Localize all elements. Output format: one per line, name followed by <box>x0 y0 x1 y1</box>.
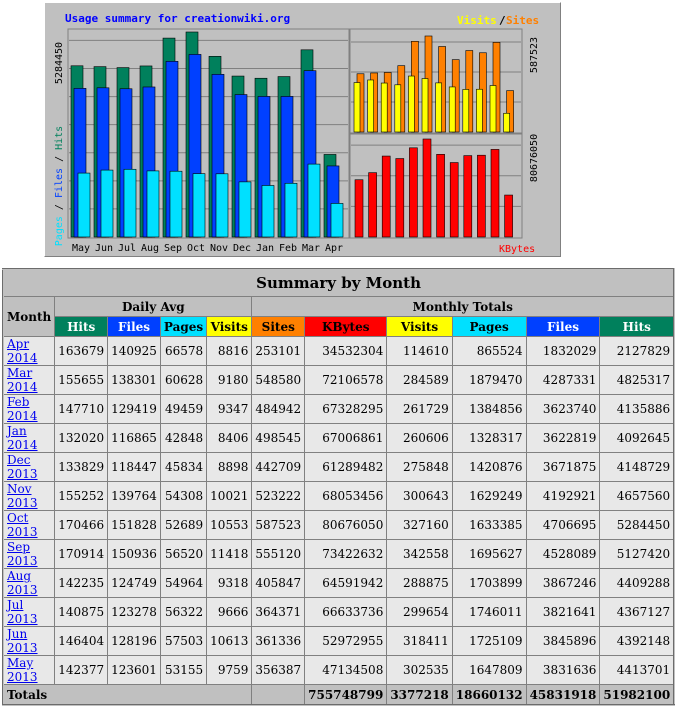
month-link[interactable]: Jun 2013 <box>7 627 38 655</box>
axis-label-segment: Pages <box>54 216 65 247</box>
pages-cell: 1420876 <box>452 453 526 482</box>
d-visits-cell: 9666 <box>207 598 252 627</box>
files-cell: 4528089 <box>526 540 600 569</box>
month-label: Feb <box>278 243 298 254</box>
d-hits-cell: 142235 <box>55 569 108 598</box>
pages-bar <box>262 185 274 237</box>
totals-label: Totals <box>3 685 252 706</box>
totals-row <box>3 685 674 706</box>
totals-hits: 51982100 <box>600 685 674 706</box>
month-column-header: Month <box>3 297 55 337</box>
visits-bar <box>449 87 455 132</box>
month-cell <box>3 598 55 627</box>
hits-cell: 4135886 <box>600 395 674 424</box>
visits-cell: 114610 <box>387 337 452 366</box>
d-hits-cell: 155252 <box>55 482 108 511</box>
month-cell <box>3 395 55 424</box>
pages-cell: 1633385 <box>452 511 526 540</box>
table-row <box>3 627 674 656</box>
month-cell <box>3 453 55 482</box>
hits-cell: 4657560 <box>600 482 674 511</box>
d-files-cell: 118447 <box>108 453 161 482</box>
month-link[interactable]: Apr 2014 <box>7 337 38 365</box>
d-pages-cell: 54308 <box>160 482 206 511</box>
month-link[interactable]: Mar 2014 <box>7 366 38 394</box>
table-title: Summary by Month <box>3 269 674 297</box>
month-label: Apr <box>324 243 344 254</box>
kbytes-bar <box>409 148 417 237</box>
table-row <box>3 482 674 511</box>
files-cell: 4706695 <box>526 511 600 540</box>
month-link[interactable]: Sep 2013 <box>7 540 38 568</box>
daily-pages-header: Pages <box>160 317 206 337</box>
kbytes-bar <box>437 154 445 237</box>
kbytes-bar <box>355 180 363 237</box>
d-files-cell: 140925 <box>108 337 161 366</box>
visits-cell: 275848 <box>387 453 452 482</box>
kbytes-cell: 66633736 <box>305 598 387 627</box>
hits-cell: 4409288 <box>600 569 674 598</box>
legend-sites: Sites <box>506 14 540 27</box>
totals-visits: 3377218 <box>387 685 452 706</box>
month-label: May <box>71 243 91 254</box>
pages-bar <box>285 183 297 237</box>
d-visits-cell: 9318 <box>207 569 252 598</box>
visits-bar <box>490 85 496 132</box>
pages-bar <box>78 173 90 237</box>
d-pages-cell: 56322 <box>160 598 206 627</box>
daily-files-header: Files <box>108 317 161 337</box>
sites-cell: 442709 <box>252 453 305 482</box>
month-cell <box>3 424 55 453</box>
month-cell <box>3 569 55 598</box>
pages-bar <box>147 171 159 237</box>
hits-cell: 4148729 <box>600 453 674 482</box>
visits-bar <box>354 83 360 132</box>
bottom-right-axis-max-label: 80676050 <box>529 133 540 183</box>
month-label: Dec <box>232 243 252 254</box>
d-hits-cell: 155655 <box>55 366 108 395</box>
kbytes-cell: 67006861 <box>305 424 387 453</box>
usage-graph-canvas <box>45 3 560 256</box>
table-row <box>3 598 674 627</box>
sites-cell: 587523 <box>252 511 305 540</box>
axis-label-segment: / <box>54 198 65 217</box>
kbytes-cell: 73422632 <box>305 540 387 569</box>
kbytes-cell: 68053456 <box>305 482 387 511</box>
d-visits-cell: 8816 <box>207 337 252 366</box>
pages-cell: 1629249 <box>452 482 526 511</box>
month-label: Oct <box>186 243 206 254</box>
d-visits-cell: 8406 <box>207 424 252 453</box>
visits-bar <box>368 80 374 132</box>
daily-hits-header: Hits <box>55 317 108 337</box>
sites-cell: 356387 <box>252 656 305 685</box>
table-row <box>3 395 674 424</box>
pages-bar <box>331 203 343 237</box>
d-visits-cell: 8898 <box>207 453 252 482</box>
files-cell: 4287331 <box>526 366 600 395</box>
visits-bar <box>436 83 442 132</box>
table-row <box>3 366 674 395</box>
summary-by-month-table <box>2 268 675 706</box>
month-cell <box>3 656 55 685</box>
axis-label-segment: Hits <box>54 125 65 150</box>
visits-cell: 260606 <box>387 424 452 453</box>
daily-avg-header: Daily Avg <box>55 297 252 317</box>
pages-bar <box>216 174 228 237</box>
monthly-pages-header: Pages <box>452 317 526 337</box>
visits-bar <box>408 76 414 132</box>
d-files-cell: 139764 <box>108 482 161 511</box>
kbytes-bar <box>450 163 458 237</box>
monthly-totals-header: Monthly Totals <box>252 297 674 317</box>
pages-cell: 1879470 <box>452 366 526 395</box>
visits-bar <box>463 89 469 132</box>
kbytes-cell: 67328295 <box>305 395 387 424</box>
hits-cell: 4413701 <box>600 656 674 685</box>
daily-visits-header: Visits <box>207 317 252 337</box>
visits-bar <box>381 83 387 132</box>
d-visits-cell: 9347 <box>207 395 252 424</box>
kbytes-cell: 72106578 <box>305 366 387 395</box>
d-visits-cell: 11418 <box>207 540 252 569</box>
d-hits-cell: 133829 <box>55 453 108 482</box>
d-visits-cell: 10613 <box>207 627 252 656</box>
files-cell: 4192921 <box>526 482 600 511</box>
table-row <box>3 656 674 685</box>
d-pages-cell: 45834 <box>160 453 206 482</box>
visits-cell: 284589 <box>387 366 452 395</box>
d-visits-cell: 10021 <box>207 482 252 511</box>
kbytes-bar <box>505 195 513 237</box>
hits-cell: 4367127 <box>600 598 674 627</box>
hits-cell: 4392148 <box>600 627 674 656</box>
files-cell: 3831636 <box>526 656 600 685</box>
pages-cell: 1328317 <box>452 424 526 453</box>
d-hits-cell: 163679 <box>55 337 108 366</box>
month-label: Jun <box>94 243 114 254</box>
usage-graph <box>44 2 561 257</box>
kbytes-bar <box>491 149 499 237</box>
visits-cell: 318411 <box>387 627 452 656</box>
files-cell: 3845896 <box>526 627 600 656</box>
month-cell <box>3 627 55 656</box>
totals-kbytes: 755748799 <box>305 685 387 706</box>
d-hits-cell: 147710 <box>55 395 108 424</box>
d-files-cell: 129419 <box>108 395 161 424</box>
d-pages-cell: 57503 <box>160 627 206 656</box>
month-label: Jan <box>255 243 275 254</box>
pages-cell: 1703899 <box>452 569 526 598</box>
legend-slash: / <box>499 14 506 27</box>
monthly-files-header: Files <box>526 317 600 337</box>
month-cell <box>3 482 55 511</box>
hits-cell: 4092645 <box>600 424 674 453</box>
month-cell <box>3 337 55 366</box>
visits-cell: 299654 <box>387 598 452 627</box>
month-link[interactable]: Feb 2014 <box>7 395 38 423</box>
d-pages-cell: 66578 <box>160 337 206 366</box>
files-cell: 3623740 <box>526 395 600 424</box>
files-cell: 3821641 <box>526 598 600 627</box>
kbytes-legend-label: KBytes <box>499 244 536 255</box>
d-files-cell: 151828 <box>108 511 161 540</box>
pages-cell: 865524 <box>452 337 526 366</box>
pages-bar <box>101 170 113 237</box>
sites-cell: 523222 <box>252 482 305 511</box>
d-hits-cell: 170466 <box>55 511 108 540</box>
month-link[interactable]: Nov 2013 <box>7 482 38 510</box>
visits-bar <box>476 89 482 132</box>
axis-label-segment: Files <box>54 167 65 199</box>
kbytes-bar <box>396 159 404 237</box>
kbytes-cell: 52972955 <box>305 627 387 656</box>
pages-cell: 1746011 <box>452 598 526 627</box>
kbytes-cell: 34532304 <box>305 337 387 366</box>
sites-cell: 364371 <box>252 598 305 627</box>
table-row <box>3 569 674 598</box>
sites-cell: 498545 <box>252 424 305 453</box>
monthly-hits-header: Hits <box>600 317 674 337</box>
sites-cell: 548580 <box>252 366 305 395</box>
monthly-kbytes-header: KBytes <box>305 317 387 337</box>
kbytes-cell: 64591942 <box>305 569 387 598</box>
visits-cell: 302535 <box>387 656 452 685</box>
d-hits-cell: 132020 <box>55 424 108 453</box>
d-hits-cell: 142377 <box>55 656 108 685</box>
sites-cell: 405847 <box>252 569 305 598</box>
totals-files: 45831918 <box>526 685 600 706</box>
table-row <box>3 511 674 540</box>
table-row <box>3 424 674 453</box>
month-cell <box>3 511 55 540</box>
kbytes-cell: 80676050 <box>305 511 387 540</box>
d-hits-cell: 170914 <box>55 540 108 569</box>
d-hits-cell: 146404 <box>55 627 108 656</box>
d-pages-cell: 42848 <box>160 424 206 453</box>
hits-cell: 5284450 <box>600 511 674 540</box>
totals-pages: 18660132 <box>452 685 526 706</box>
d-hits-cell: 140875 <box>55 598 108 627</box>
visits-bar <box>422 79 428 132</box>
pages-cell: 1725109 <box>452 627 526 656</box>
month-link[interactable]: Oct 2013 <box>7 511 38 539</box>
files-cell: 1832029 <box>526 337 600 366</box>
table-row <box>3 453 674 482</box>
kbytes-cell: 61289482 <box>305 453 387 482</box>
visits-bar <box>504 113 510 132</box>
table-row <box>3 337 674 366</box>
d-visits-cell: 9180 <box>207 366 252 395</box>
sites-cell: 484942 <box>252 395 305 424</box>
visits-cell: 300643 <box>387 482 452 511</box>
visits-bar <box>395 85 401 132</box>
pages-bar <box>124 169 136 237</box>
d-files-cell: 150936 <box>108 540 161 569</box>
graph-title: Usage summary for creationwiki.org <box>65 12 291 25</box>
axis-label-segment: / <box>54 149 65 168</box>
hits-cell: 4825317 <box>600 366 674 395</box>
d-pages-cell: 49459 <box>160 395 206 424</box>
sites-cell: 555120 <box>252 540 305 569</box>
monthly-sites-header: Sites <box>252 317 305 337</box>
top-right-axis-max-label: 587523 <box>529 36 540 74</box>
month-label: Jul <box>117 243 137 254</box>
pages-bar <box>170 171 182 237</box>
kbytes-cell: 47134508 <box>305 656 387 685</box>
kbytes-bar <box>423 139 431 237</box>
visits-cell: 327160 <box>387 511 452 540</box>
kbytes-bar <box>369 173 377 237</box>
monthly-visits-header: Visits <box>387 317 452 337</box>
pages-bar <box>308 164 320 237</box>
kbytes-bar <box>477 155 485 237</box>
month-label: Sep <box>163 243 183 254</box>
month-label: Mar <box>301 243 321 254</box>
files-cell: 3622819 <box>526 424 600 453</box>
summary-table-body <box>3 337 674 685</box>
files-cell: 3671875 <box>526 453 600 482</box>
d-pages-cell: 54964 <box>160 569 206 598</box>
d-pages-cell: 53155 <box>160 656 206 685</box>
files-cell: 3867246 <box>526 569 600 598</box>
kbytes-bar <box>464 156 472 237</box>
d-files-cell: 123601 <box>108 656 161 685</box>
summary-table-wrapper <box>2 268 671 706</box>
pages-cell: 1384856 <box>452 395 526 424</box>
pages-bar <box>239 182 251 237</box>
d-pages-cell: 60628 <box>160 366 206 395</box>
left-axis-max-label: 5284450 <box>54 41 65 85</box>
d-files-cell: 128196 <box>108 627 161 656</box>
month-cell <box>3 540 55 569</box>
d-visits-cell: 10553 <box>207 511 252 540</box>
legend-visits: Visits <box>457 14 497 27</box>
d-pages-cell: 56520 <box>160 540 206 569</box>
pages-cell: 1695627 <box>452 540 526 569</box>
visits-cell: 342558 <box>387 540 452 569</box>
month-labels <box>72 243 343 254</box>
d-files-cell: 138301 <box>108 366 161 395</box>
sites-cell: 361336 <box>252 627 305 656</box>
month-label: Nov <box>209 243 229 254</box>
totals-sites-empty <box>252 685 305 706</box>
d-pages-cell: 52689 <box>160 511 206 540</box>
d-visits-cell: 9759 <box>207 656 252 685</box>
left-axis-series-label <box>54 126 65 246</box>
hits-cell: 5127420 <box>600 540 674 569</box>
table-row <box>3 540 674 569</box>
sites-cell: 253101 <box>252 337 305 366</box>
visits-cell: 261729 <box>387 395 452 424</box>
d-files-cell: 124749 <box>108 569 161 598</box>
month-link[interactable]: Jul 2013 <box>7 598 38 626</box>
month-link[interactable]: Jan 2014 <box>7 424 38 452</box>
visits-cell: 288875 <box>387 569 452 598</box>
hits-cell: 2127829 <box>600 337 674 366</box>
kbytes-bar <box>382 156 390 237</box>
month-link[interactable]: Aug 2013 <box>7 569 38 597</box>
month-label: Aug <box>140 243 160 254</box>
d-files-cell: 116865 <box>108 424 161 453</box>
month-link[interactable]: Dec 2013 <box>7 453 38 481</box>
pages-bar <box>193 174 205 237</box>
month-cell <box>3 366 55 395</box>
month-link[interactable]: May 2013 <box>7 656 38 684</box>
d-files-cell: 123278 <box>108 598 161 627</box>
pages-cell: 1647809 <box>452 656 526 685</box>
